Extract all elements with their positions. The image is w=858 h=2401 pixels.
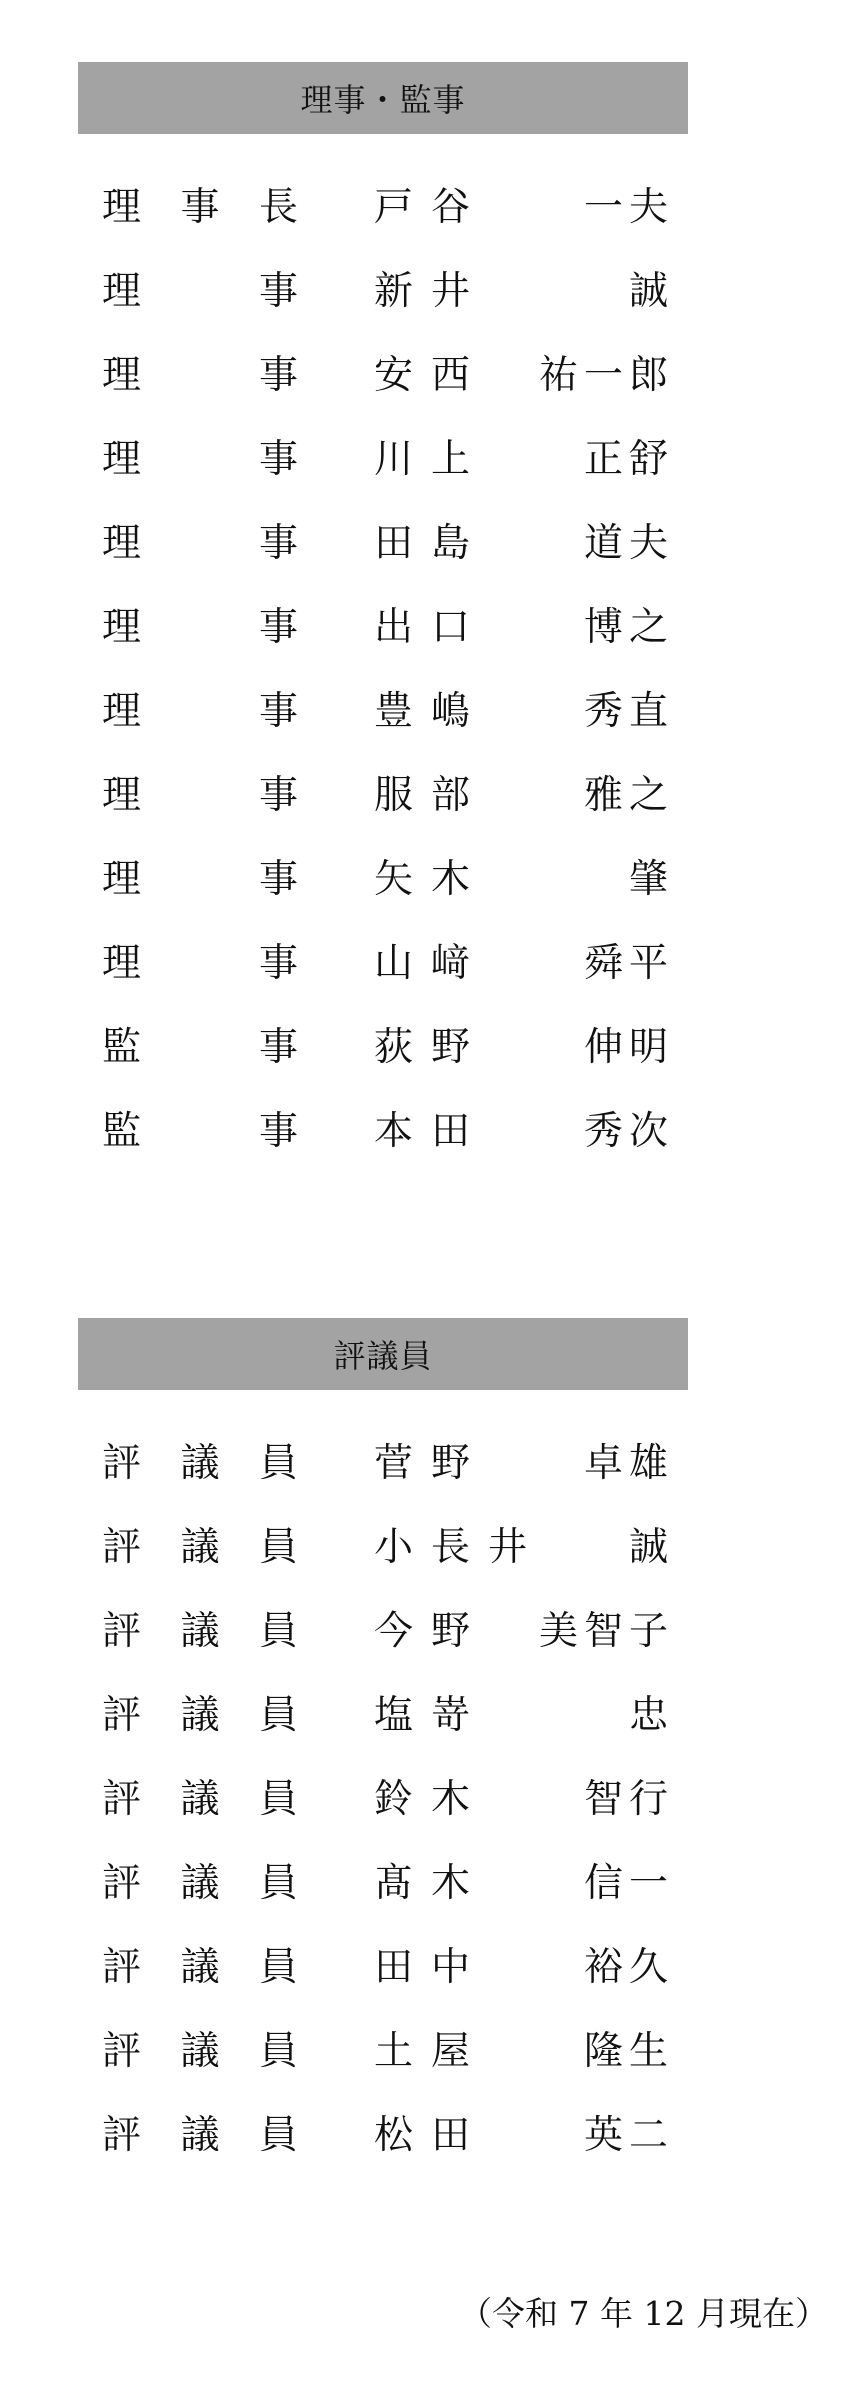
- member-title: 評 議 員: [102, 1777, 298, 1822]
- member-row: [78, 166, 688, 250]
- member-given-name: 忠: [628, 1693, 674, 1738]
- member-title: 評 議 員: [102, 1525, 298, 1570]
- directors-section-header: [78, 62, 688, 134]
- member-title: 評 議 員: [102, 1861, 298, 1906]
- member-row: [78, 586, 688, 670]
- member-title: 評 議 員: [102, 2029, 298, 2074]
- member-surname: 鈴木: [374, 1777, 489, 1822]
- member-given-name: 誠: [628, 1525, 674, 1570]
- member-given-name: 裕久: [583, 1945, 674, 1990]
- member-title: 理 事 長: [102, 185, 298, 230]
- member-given-name: 誠: [628, 269, 674, 314]
- member-surname: 田中: [374, 1945, 489, 1990]
- member-row: [78, 502, 688, 586]
- member-surname: 菅野: [374, 1441, 489, 1486]
- member-given-name: 卓雄: [583, 1441, 674, 1486]
- member-given-name: 秀直: [583, 689, 674, 734]
- member-given-name: 伸明: [583, 1025, 674, 1070]
- member-surname: 川上: [374, 437, 489, 482]
- member-title: 評 議 員: [102, 1609, 298, 1654]
- member-surname: 戸谷: [374, 185, 489, 230]
- member-row: [78, 1422, 688, 1506]
- member-surname: 小長井: [374, 1525, 546, 1570]
- member-surname: 服部: [374, 773, 489, 818]
- member-given-name: 祐一郎: [538, 353, 674, 398]
- member-row: [78, 1758, 688, 1842]
- member-title: 理 事: [102, 605, 298, 650]
- member-surname: 土屋: [374, 2029, 489, 2074]
- member-row: [78, 1926, 688, 2010]
- member-title: 理 事: [102, 521, 298, 566]
- member-given-name: 舜平: [583, 941, 674, 986]
- member-given-name: 秀次: [583, 1109, 674, 1154]
- member-surname: 今野: [374, 1609, 489, 1654]
- member-surname: 髙木: [374, 1861, 489, 1906]
- member-given-name: 信一: [583, 1861, 674, 1906]
- member-row: [78, 754, 688, 838]
- member-surname: 安西: [374, 353, 489, 398]
- member-surname: 豊嶋: [374, 689, 489, 734]
- member-row: [78, 334, 688, 418]
- member-title: 理 事: [102, 773, 298, 818]
- member-surname: 塩嵜: [374, 1693, 489, 1738]
- councilors-section-header: [78, 1318, 688, 1390]
- member-given-name: 肇: [628, 857, 674, 902]
- member-row: [78, 1842, 688, 1926]
- member-row: [78, 418, 688, 502]
- member-title: 評 議 員: [102, 2113, 298, 2158]
- member-title: 評 議 員: [102, 1441, 298, 1486]
- member-title: 理 事: [102, 353, 298, 398]
- member-row: [78, 2094, 688, 2178]
- member-title: 理 事: [102, 689, 298, 734]
- member-title: 理 事: [102, 857, 298, 902]
- member-title: 評 議 員: [102, 1945, 298, 1990]
- member-row: [78, 2010, 688, 2094]
- member-row: [78, 1506, 688, 1590]
- directors-list: [78, 166, 688, 1174]
- member-title: 理 事: [102, 941, 298, 986]
- member-given-name: 博之: [583, 605, 674, 650]
- member-surname: 新井: [374, 269, 489, 314]
- member-given-name: 隆生: [583, 2029, 674, 2074]
- member-given-name: 一夫: [583, 185, 674, 230]
- member-row: [78, 1674, 688, 1758]
- member-given-name: 正舒: [583, 437, 674, 482]
- member-given-name: 智行: [583, 1777, 674, 1822]
- member-row: [78, 250, 688, 334]
- member-row: [78, 670, 688, 754]
- member-row: [78, 1090, 688, 1174]
- member-surname: 矢木: [374, 857, 489, 902]
- member-given-name: 道夫: [583, 521, 674, 566]
- member-title: 理 事: [102, 269, 298, 314]
- directors-header-label: 理事・監事: [300, 81, 466, 119]
- member-surname: 本田: [374, 1109, 489, 1154]
- member-given-name: 美智子: [538, 1609, 674, 1654]
- member-title: 理 事: [102, 437, 298, 482]
- member-surname: 田島: [374, 521, 489, 566]
- member-row: [78, 1006, 688, 1090]
- member-given-name: 雅之: [583, 773, 674, 818]
- member-row: [78, 922, 688, 1006]
- member-title: 監 事: [102, 1025, 298, 1070]
- member-given-name: 英二: [583, 2113, 674, 2158]
- member-surname: 山﨑: [374, 941, 489, 986]
- date-footnote: （令和 7 年 12 月現在）: [459, 2294, 828, 2333]
- member-surname: 荻野: [374, 1025, 489, 1070]
- member-title: 監 事: [102, 1109, 298, 1154]
- member-surname: 松田: [374, 2113, 489, 2158]
- member-row: [78, 838, 688, 922]
- member-surname: 出口: [374, 605, 489, 650]
- member-row: [78, 1590, 688, 1674]
- councilors-header-label: 評議員: [333, 1337, 433, 1375]
- member-title: 評 議 員: [102, 1693, 298, 1738]
- councilors-list: [78, 1422, 688, 2178]
